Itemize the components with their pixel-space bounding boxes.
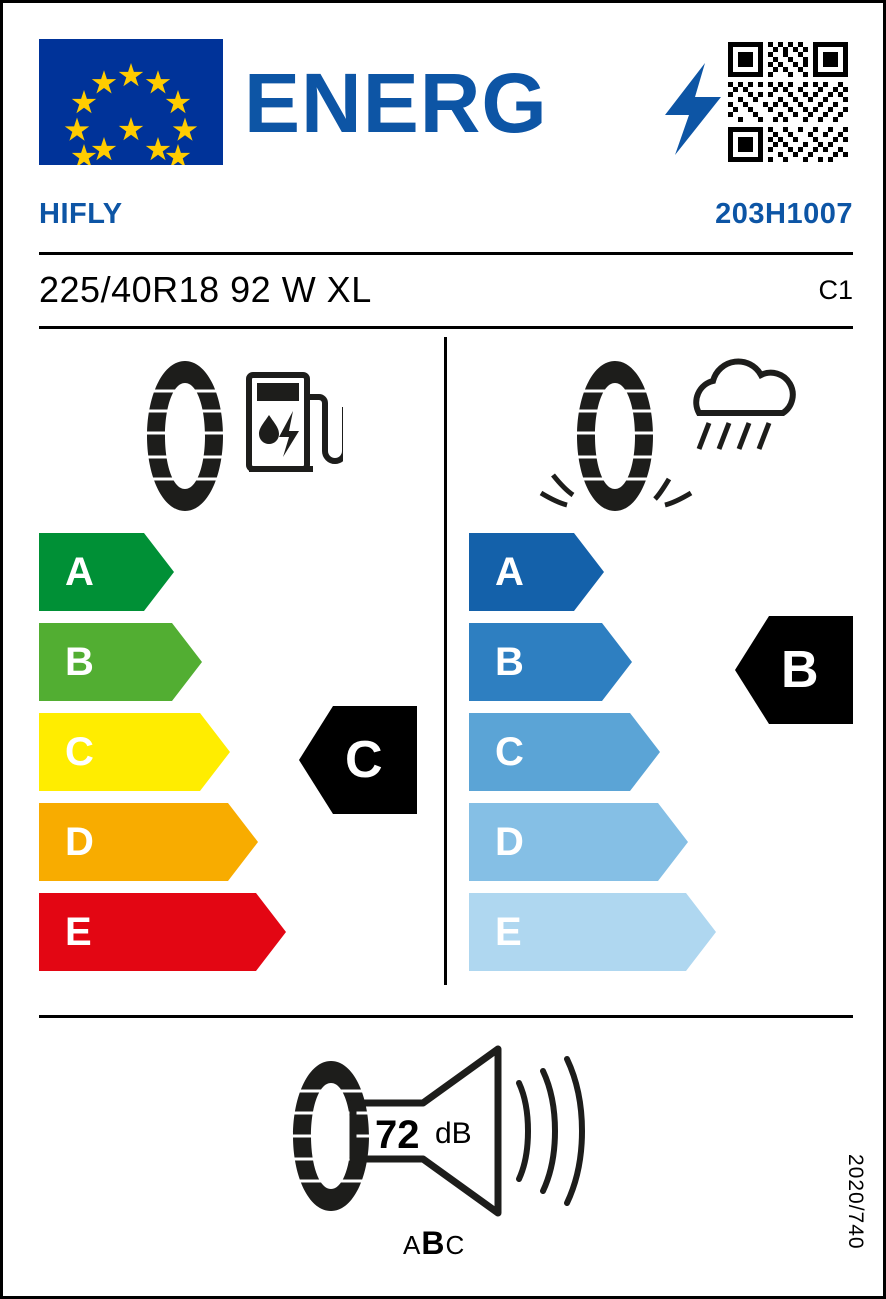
qr-code-icon <box>723 37 853 167</box>
lightning-bolt-icon <box>659 63 729 160</box>
tyre-fuel-pump-icon <box>123 353 343 518</box>
wet-grade-e <box>469 893 716 971</box>
noise-unit: dB <box>435 1117 472 1150</box>
noise-class-a: A <box>403 1230 422 1260</box>
wet-grade-d <box>469 803 716 881</box>
brand-name: HIFLY <box>39 198 123 230</box>
wet-grade-e-letter: E <box>495 910 522 954</box>
size-row <box>39 269 853 315</box>
fuel-grade-e <box>39 893 286 971</box>
fuel-result-letter: C <box>345 731 383 789</box>
tyre-size: 225/40R18 92 W XL <box>39 269 372 310</box>
noise-value: 72 <box>375 1113 420 1157</box>
tyre-class: C1 <box>818 275 853 305</box>
wet-grade-b-letter: B <box>495 640 524 684</box>
fuel-grade-e-letter: E <box>65 910 92 954</box>
divider-top <box>39 252 853 255</box>
regulation-reference: 2020/740 <box>844 1154 867 1250</box>
eu-flag-icon <box>39 39 223 165</box>
divider-vertical <box>444 337 447 985</box>
wet-grade-d-letter: D <box>495 820 524 864</box>
brand-row <box>39 198 853 248</box>
wet-result-letter: B <box>781 641 819 699</box>
fuel-grade-d-letter: D <box>65 820 94 864</box>
energy-wordmark: ENERG <box>244 56 548 150</box>
fuel-grade-c <box>39 713 286 791</box>
fuel-grade-a <box>39 533 286 611</box>
fuel-grade-d <box>39 803 286 881</box>
wet-grade-c-letter: C <box>495 730 524 774</box>
tyre-type-code: 203H1007 <box>715 198 853 230</box>
wet-grade-a <box>469 533 716 611</box>
fuel-grade-a-letter: A <box>65 550 94 594</box>
wet-grade-c <box>469 713 716 791</box>
fuel-grade-b-letter: B <box>65 640 94 684</box>
divider-bottom <box>39 1015 853 1018</box>
fuel-grade-b <box>39 623 286 701</box>
fuel-efficiency-scale <box>39 533 286 983</box>
noise-class-b: B <box>421 1225 446 1261</box>
noise-section <box>283 1043 613 1263</box>
tyre-rain-cloud-icon <box>523 353 803 518</box>
wet-grade-b <box>469 623 716 701</box>
wet-grip-result <box>735 616 853 724</box>
divider-middle <box>39 326 853 329</box>
label-header <box>39 37 853 167</box>
wet-grip-scale <box>469 533 716 983</box>
fuel-grade-c-letter: C <box>65 730 94 774</box>
wet-grade-a-letter: A <box>495 550 524 594</box>
noise-class-scale <box>403 1225 465 1262</box>
noise-class-c: C <box>445 1230 466 1260</box>
fuel-efficiency-result <box>299 706 417 814</box>
